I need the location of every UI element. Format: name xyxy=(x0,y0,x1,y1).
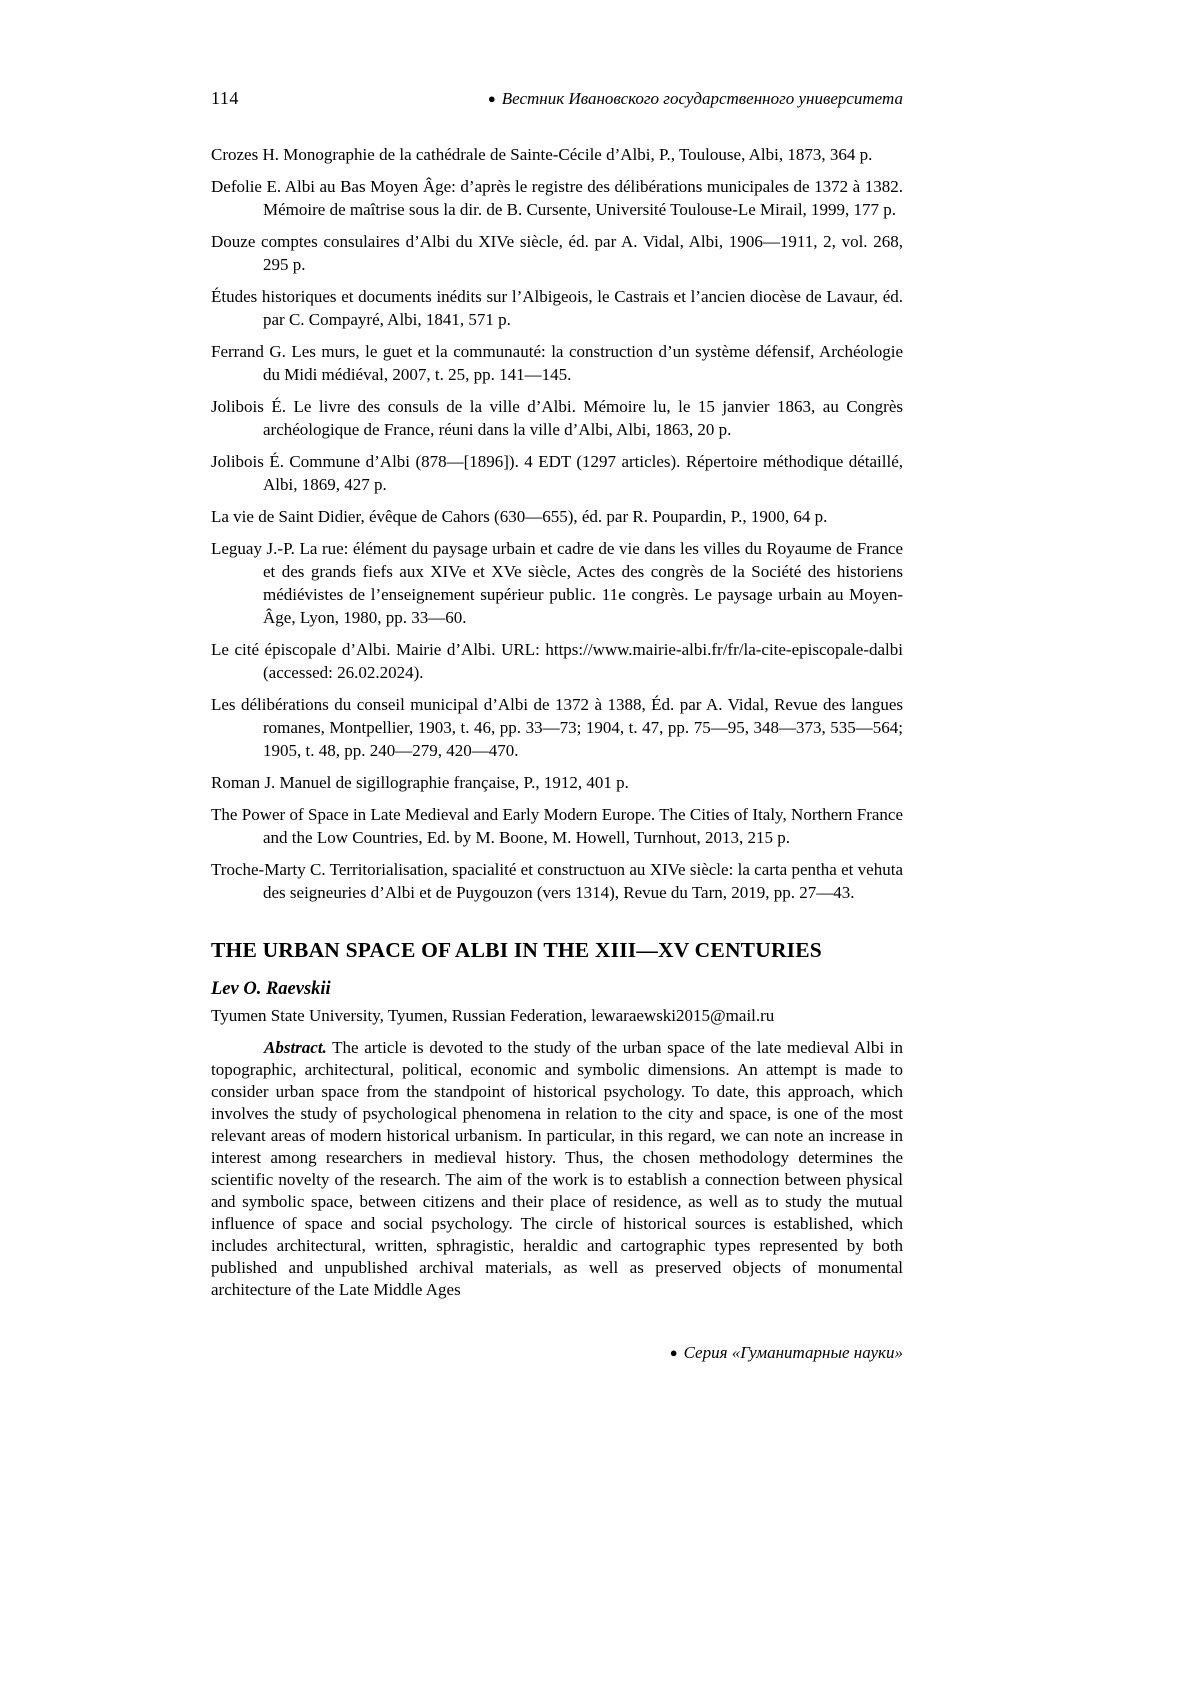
reference-item: Les délibérations du conseil municipal d’Albi de 1372 à 1388, Éd. par A. Vidal, Revue des langues romanes, Montpellier, 1903, t. 46, pp. 33—73; 1904, t. 47, pp. 75—95, 348—373, 535—564; 1905, t. 48, pp. 240—279, 420—470. xyxy=(211,695,903,760)
reference-item: Roman J. Manuel de sigillographie française, P., 1912, 401 p. xyxy=(211,773,629,792)
reference-item: The Power of Space in Late Medieval and Early Modern Europe. The Cities of Italy, Northern France and the Low Countries, Ed. by M. Boone, M. Howell, Turnhout, 2013, 215 p. xyxy=(211,805,903,847)
abstract-text: The article is devoted to the study of the urban space of the late medieval Albi in topographic, architectural, political, economic and symbolic dimensions. An attempt is made to consider urban space from the standpoint of historical psychology. To date, this approach, which involves the study of psychological phenomena in relation to the city and space, is one of the most relevant areas of modern historical urbanism. In particular, in this regard, we can note an increase in interest among researchers in medieval history. Thus, the chosen methodology determines the scientific novelty of the research. The aim of the work is to establish a connection between physical and symbolic space, between citizens and their place of residence, as well as to study the mutual influence of space and social psychology. The circle of historical sources is established, which includes architectural, written, sphragistic, heraldic and cartographic types represented by both published and unpublished archival materials, as well as preserved objects of monumental architecture of the Late Middle Ages xyxy=(211,1038,903,1299)
reference-item: Crozes H. Monographie de la cathédrale de Sainte-Cécile d’Albi, P., Toulouse, Albi, 1873, 364 p. xyxy=(211,145,873,164)
reference-item: Jolibois É. Commune d’Albi (878—[1896]). 4 EDT (1297 articles). Répertoire méthodique détaillé, Albi, 1869, 427 p. xyxy=(211,452,903,494)
page-footer xyxy=(211,1343,903,1363)
reference-item: Ferrand G. Les murs, le guet et la communauté: la construction d’un système défensif, Archéologie du Midi médiéval, 2007, t. 25, pp. 141—145. xyxy=(211,342,903,384)
article-header-section xyxy=(211,938,903,1301)
reference-item: La vie de Saint Didier, évêque de Cahors (630—655), éd. par R. Poupardin, P., 1900, 64 p. xyxy=(211,507,828,526)
running-header xyxy=(488,89,903,109)
page-number: 114 xyxy=(211,88,239,108)
author-affiliation: Tyumen State University, Tyumen, Russian Federation, lewaraewski2015@mail.ru xyxy=(211,1006,775,1025)
author-name: Lev O. Raevskii xyxy=(211,979,331,999)
reference-item: Defolie E. Albi au Bas Moyen Âge: d’après le registre des délibérations municipales de 1372 à 1382. Mémoire de maîtrise sous la dir. de B. Cursente, Université Toulouse-Le Mirail, 1999, 177 p. xyxy=(211,177,903,219)
running-header-text: Вестник Ивановского государственного университета xyxy=(501,89,903,108)
bullet-icon: ● xyxy=(669,1345,678,1360)
reference-item: Le cité épiscopale d’Albi. Mairie d’Albi. URL: https://www.mairie-albi.fr/fr/la-cite-episcopale-dalbi (accessed: 26.02.2024). xyxy=(211,640,903,682)
reference-item: Troche-Marty C. Territorialisation, spacialité et constructuon au XIVe siècle: la carta pentha et vehuta des seigneuries d’Albi et de Puygouzon (vers 1314), Revue du Tarn, 2019, pp. 27—43. xyxy=(211,860,903,902)
abstract-label: Abstract. xyxy=(264,1038,327,1057)
page-header xyxy=(211,88,903,109)
reference-item: Leguay J.-P. La rue: élément du paysage urbain et cadre de vie dans les villes du Royaume de France et des grands fiefs aux XIVe et XVe siècle, Actes des congrès de la Société des historiens médiévistes de l’enseignement supérieur public. 11e congrès. Le paysage urbain au Moyen-Âge, Lyon, 1980, pp. 33—60. xyxy=(211,539,903,627)
reference-item: Études historiques et documents inédits sur l’Albigeois, le Castrais et l’ancien diocèse de Lavaur, éd. par C. Compayré, Albi, 1841, 571 p. xyxy=(211,287,903,329)
series-label: Серия «Гуманитарные науки» xyxy=(683,1343,903,1362)
article-title: THE URBAN SPACE OF ALBI IN THE XIII—XV CENTURIES xyxy=(211,938,822,962)
reference-item: Douze comptes consulaires d’Albi du XIVe siècle, éd. par A. Vidal, Albi, 1906—1911, 2, vol. 268, 295 p. xyxy=(211,232,903,274)
page-content xyxy=(211,88,903,1363)
reference-item: Jolibois É. Le livre des consuls de la ville d’Albi. Mémoire lu, le 15 janvier 1863, au Congrès archéologique de France, réuni dans la ville d’Albi, Albi, 1863, 20 p. xyxy=(211,397,903,439)
bullet-icon: ● xyxy=(487,91,496,106)
abstract-paragraph xyxy=(211,1037,903,1301)
references-list xyxy=(211,143,903,904)
